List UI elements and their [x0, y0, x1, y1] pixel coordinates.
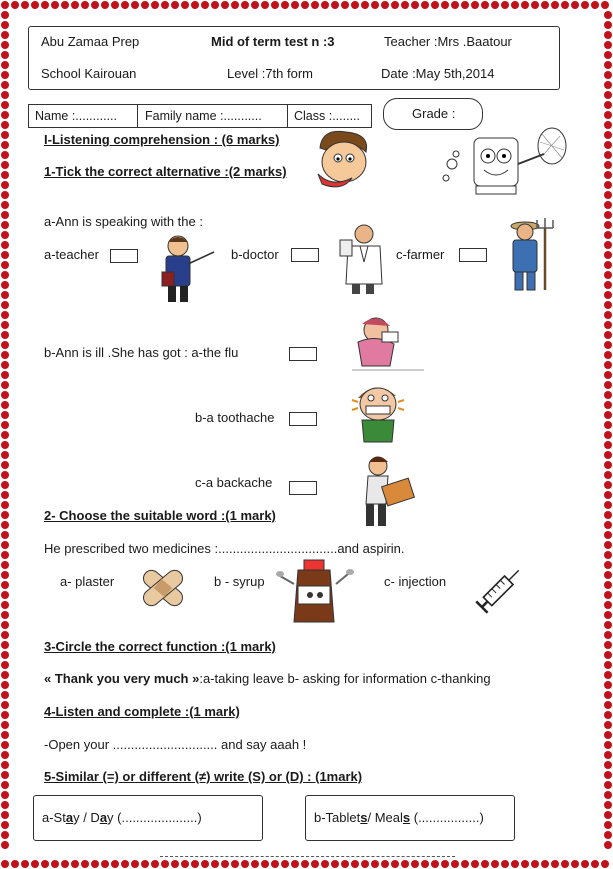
q1a-checkbox-a[interactable] [110, 249, 138, 263]
school-prep: Abu Zamaa Prep [41, 34, 140, 49]
plaster-icon [136, 562, 190, 614]
section3-title: 3-Circle the correct function :(1 mark) [44, 639, 276, 654]
teacher-icon [158, 232, 216, 304]
section3-line [44, 671, 491, 686]
pair-a-highlight-2: a [99, 810, 108, 825]
q1a-checkbox-c[interactable] [459, 248, 487, 262]
q1-title: 1-Tick the correct alternative :(2 marks) [44, 164, 287, 179]
section1-title: I-Listening comprehension : (6 marks) [44, 132, 280, 147]
flu-icon [348, 314, 428, 372]
q1a-option-c: c-farmer [396, 247, 445, 262]
date: Date :May 5th,2014 [381, 66, 495, 81]
grade-label: Grade : [412, 106, 456, 121]
pair-b-answer[interactable]: (.................) [410, 810, 484, 825]
name-field[interactable]: Name :............ [35, 109, 117, 123]
teacher-name: Teacher :Mrs .Baatour [384, 34, 512, 49]
section3-quote: « Thank you very much » [44, 671, 200, 686]
spongebob-icon [440, 124, 570, 210]
farmer-icon [505, 218, 565, 292]
section2-option-b: b - syrup [214, 574, 265, 589]
q1a-option-a: a-teacher [44, 247, 99, 262]
syringe-icon [474, 560, 528, 616]
pair-a-highlight-1: a [65, 810, 74, 825]
similar-box-b [305, 795, 515, 841]
section2-title: 2- Choose the suitable word :(1 mark) [44, 508, 276, 523]
q1a-stem: a-Ann is speaking with the : [44, 214, 203, 229]
test-title: Mid of term test n :3 [211, 34, 335, 49]
school-name: School Kairouan [41, 66, 137, 81]
backache-icon [354, 454, 430, 530]
q1a-option-b: b-doctor [231, 247, 279, 262]
q1b-checkbox-c[interactable] [289, 481, 317, 495]
q1b-option-c: c-a backache [195, 475, 273, 490]
section3-choices: :a-taking leave b- asking for information c-thanking [199, 671, 491, 686]
student-info-bar [28, 104, 372, 128]
syrup-icon [276, 556, 356, 626]
section2-sentence: He prescribed two medicines :.................................and aspirin. [44, 541, 405, 556]
character-icon [312, 126, 378, 194]
pair-b-text-1: b-Tablet [314, 810, 361, 825]
header-box [28, 26, 560, 90]
q1b-stem: b-Ann is ill .She has got : a-the flu [44, 345, 239, 360]
level: Level :7th form [227, 66, 313, 81]
section2-option-a: a- plaster [60, 574, 115, 589]
q1a-checkbox-b[interactable] [291, 248, 319, 262]
toothache-icon [348, 380, 408, 444]
family-name-field[interactable]: Family name :........... [145, 109, 262, 123]
pair-b-text-2: / Meal [367, 810, 403, 825]
section5-title: 5-Similar (=) or different (≠) write (S) or (D) : (1mark) [44, 769, 363, 784]
pair-a-text-2: y / D [73, 810, 100, 825]
doctor-icon [336, 222, 388, 294]
pair-b-highlight-1: s [360, 810, 368, 825]
section4-title: 4-Listen and complete :(1 mark) [44, 704, 240, 719]
pair-b-highlight-2: s [402, 810, 411, 825]
q1b-checkbox-b[interactable] [289, 412, 317, 426]
footer-dashes [160, 856, 455, 857]
q1b-checkbox-a[interactable] [289, 347, 317, 361]
section4-sentence: -Open your ............................. and say aaah ! [44, 737, 307, 752]
class-field[interactable]: Class :........ [294, 109, 360, 123]
pair-a-text-1: a-St [42, 810, 66, 825]
q1b-option-b: b-a toothache [195, 410, 275, 425]
pair-a-answer[interactable]: y (.....................) [107, 810, 202, 825]
section2-option-c: c- injection [384, 574, 447, 589]
similar-box-a [33, 795, 263, 841]
